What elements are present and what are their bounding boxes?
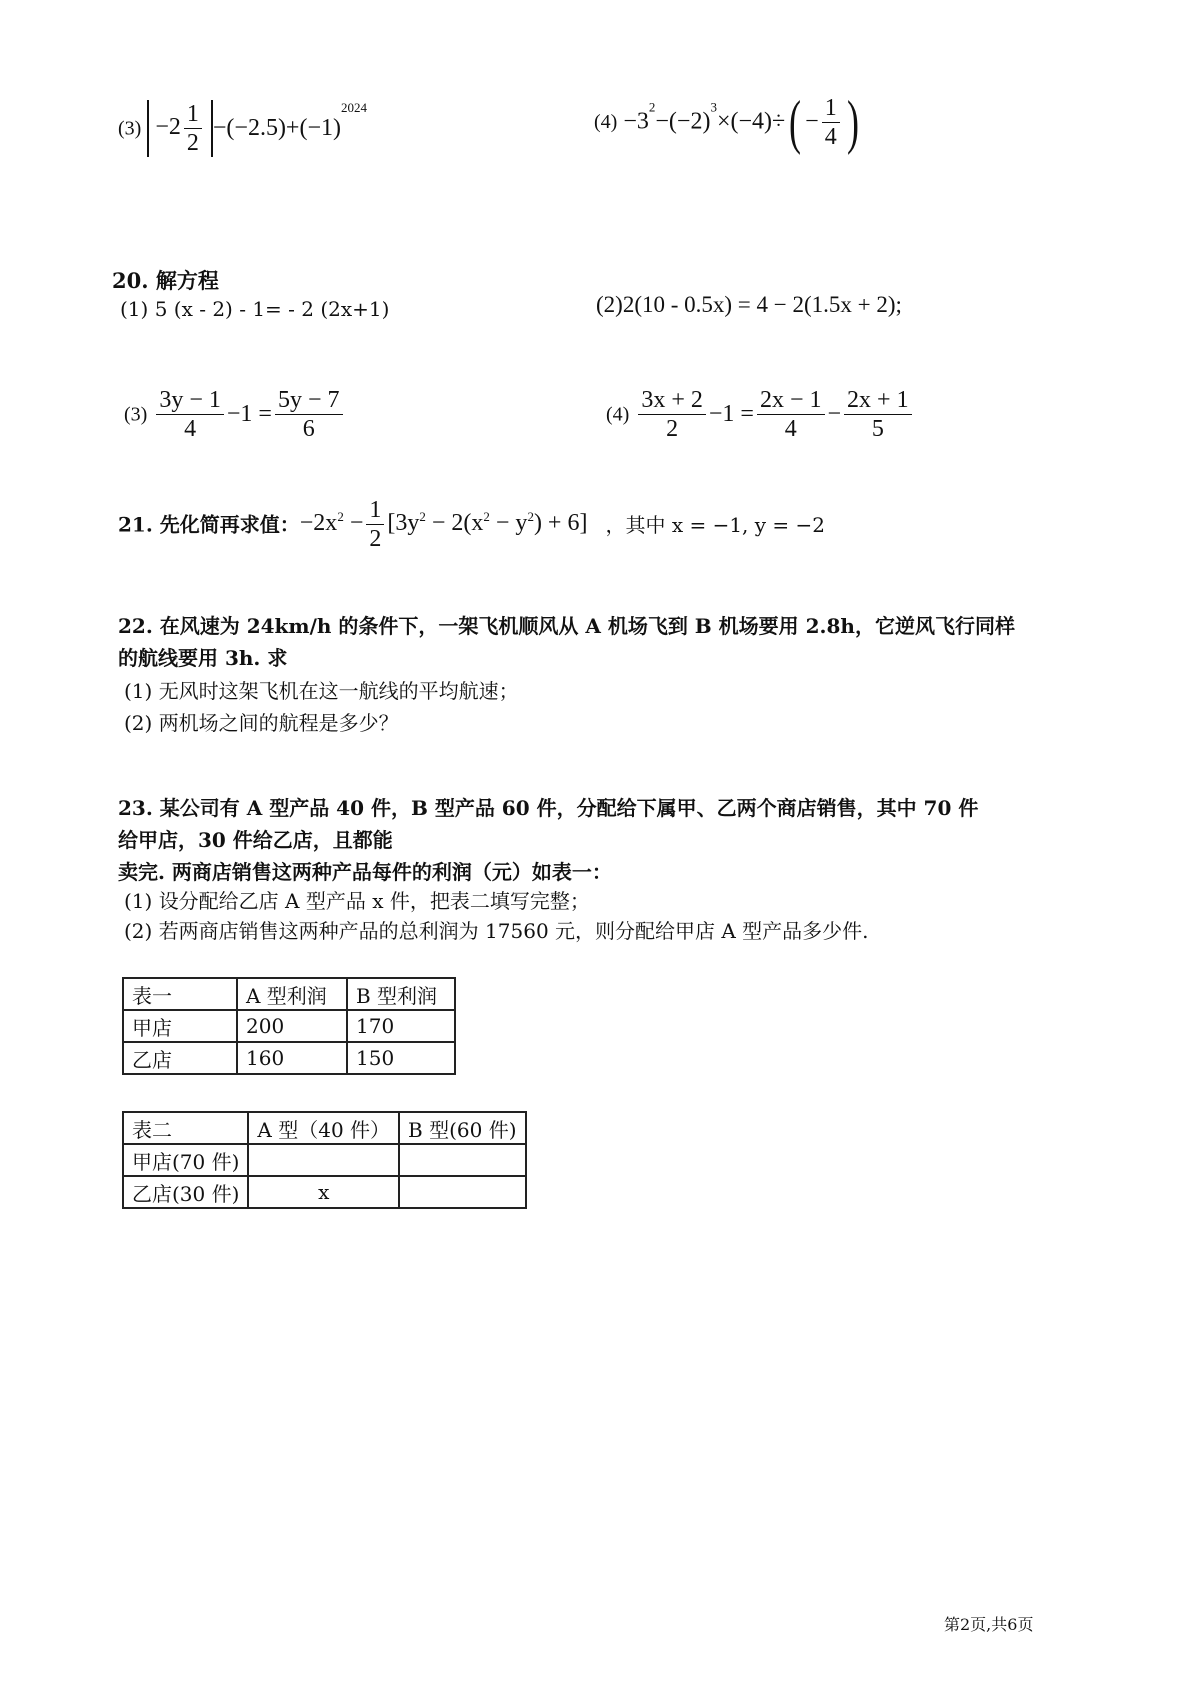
q23-line1: 23. 某公司有 A 型产品 40 件，B 型产品 60 件，分配给下属甲、乙两个商店销售，其中 70 件 [118, 796, 979, 820]
q19-part4-term-b: −(−2) [655, 108, 711, 135]
q21-condition: ，其中 x = −1, y = −2 [605, 512, 826, 537]
table-row [123, 1144, 526, 1176]
q19-part4 [594, 89, 863, 155]
left-paren: ( [789, 89, 802, 155]
q20-part4-label: (4) [606, 403, 630, 426]
q21-fraction: $\frac{1}{2}$ [366, 496, 384, 553]
q19-part4-exp-a: 2 [648, 99, 656, 115]
q20-part4 [606, 386, 915, 443]
q22-line1: 22. 在风速为 24km/h 的条件下，一架飞机顺风从 A 机场飞到 B 机场要用 2.8h，它逆风飞行同样 [118, 614, 1015, 638]
q19-part4-exp-b: 3 [710, 99, 717, 115]
q19-part4-fraction: $\frac{1}{4}$ [822, 94, 840, 151]
table-header-cell: B 型利润 [347, 978, 455, 1010]
table-cell: 170 [347, 1010, 455, 1042]
q23-line3: 卖完. 两商店销售这两种产品每件的利润（元）如表一： [118, 860, 612, 884]
table-row [123, 1176, 526, 1208]
table-cell: 乙店(30 件) [123, 1176, 248, 1208]
abs-inner-fraction: $\frac{1}{2}$ [184, 100, 202, 157]
table-cell [399, 1176, 525, 1208]
q20-part4-fraction-3: $\frac{2x + 1}{5}$ [844, 386, 912, 443]
q21 [118, 496, 825, 553]
table-cell: 乙店 [123, 1042, 237, 1074]
table-cell: 甲店 [123, 1010, 237, 1042]
table-cell: 甲店(70 件) [123, 1144, 248, 1176]
right-paren: ) [846, 89, 859, 155]
q20-part3-mid: −1 = [226, 401, 272, 427]
q19-part4-term-a: −3 [623, 108, 649, 135]
q21-expression: $-2x^2$ − $\frac{1}{2}$ $[3y^2 - 2(x^2 - y^2) + 6]$ [299, 497, 588, 552]
q20-part1: (1) 5 (x - 2) - 1= - 2 (2x+1) [120, 297, 390, 321]
q19-part4-frac-sign: − [805, 108, 819, 135]
table-cell: 150 [347, 1042, 455, 1074]
q20-part3 [124, 386, 346, 443]
q19-part3-rest: −(−2.5)+(−1) [212, 115, 341, 141]
table-cell [399, 1144, 525, 1176]
absolute-value [147, 100, 213, 157]
q23-line2: 给甲店，30 件给乙店，且都能 [118, 828, 393, 852]
q19-part4-label: (4) [594, 111, 618, 133]
allocation-table-2 [122, 1111, 527, 1209]
table-row [123, 1010, 455, 1042]
table-cell: 160 [237, 1042, 347, 1074]
q22-sub1: (1) 无风时这架飞机在这一航线的平均航速； [124, 679, 519, 703]
table-row [123, 1042, 455, 1074]
q22-line2: 的航线要用 3h. 求 [118, 646, 288, 670]
q20-part3-fraction-right: $\frac{5y - 7}{6}$ [275, 386, 343, 443]
table-cell: x [248, 1176, 399, 1208]
q20-part4-sep: − [827, 401, 842, 427]
table-header-cell: 表一 [123, 978, 237, 1010]
table-header-cell: B 型(60 件) [399, 1112, 525, 1144]
q19-part3-label: (3) [118, 117, 142, 140]
table-row [123, 978, 455, 1010]
q20-part3-label: (3) [124, 403, 148, 426]
table-header-cell: 表二 [123, 1112, 248, 1144]
q20-part2: (2)2(10 - 0.5x) = 4 − 2(1.5x + 2); [596, 292, 902, 317]
q19-part3-exponent: 2024 [340, 100, 367, 116]
q20-part4-fraction-1: $\frac{3x + 2}{2}$ [638, 386, 706, 443]
q19-part3 [118, 100, 367, 157]
q20-part4-mid: −1 = [708, 401, 754, 427]
table-header-cell: A 型利润 [237, 978, 347, 1010]
q23-sub2: (2) 若两商店销售这两种产品的总利润为 17560 元，则分配给甲店 A 型产品多少件. [124, 919, 869, 943]
q20-part4-fraction-2: $\frac{2x - 1}{4}$ [757, 386, 825, 443]
table-header-cell: A 型（40 件） [248, 1112, 399, 1144]
profit-table-1 [122, 977, 456, 1075]
table-row [123, 1112, 526, 1144]
q22-sub2: (2) 两机场之间的航程是多少？ [124, 711, 399, 735]
q20-title: 20. 解方程 [112, 268, 219, 293]
table-cell [248, 1144, 399, 1176]
table-cell: 200 [237, 1010, 347, 1042]
page-number: 第2页,共6页 [944, 1615, 1034, 1634]
q23-sub1: (1) 设分配给乙店 A 型产品 x 件，把表二填写完整； [124, 889, 590, 913]
q19-part4-rest: ×(−4)÷ [716, 108, 786, 135]
q21-prefix: 21. 先化简再求值： [118, 512, 300, 537]
abs-inner-whole: −2 [155, 114, 181, 141]
q20-part3-fraction-left: $\frac{3y - 1}{4}$ [156, 386, 224, 443]
